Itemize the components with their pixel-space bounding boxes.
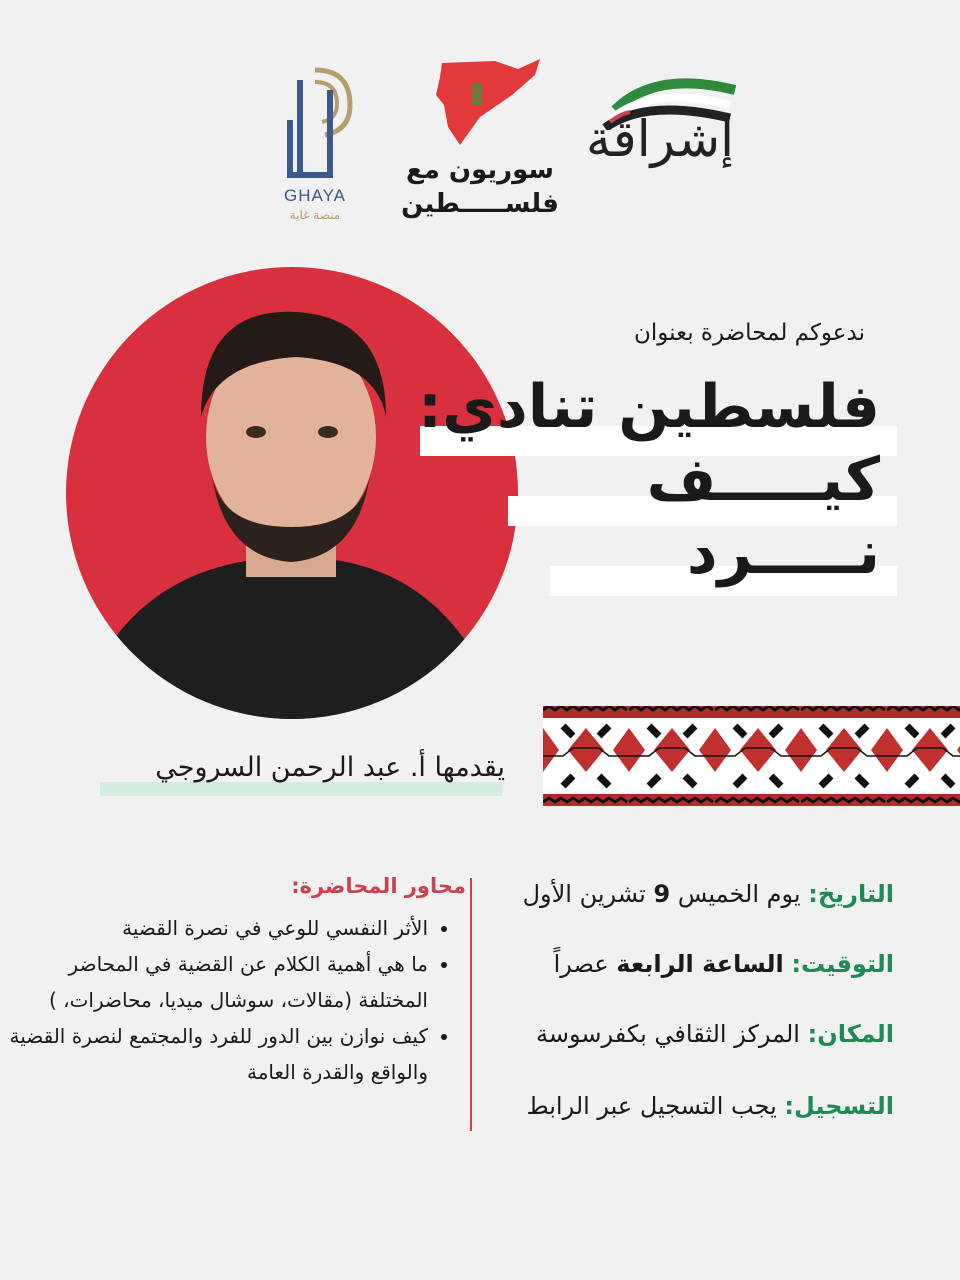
ghaya-calligraphy-icon xyxy=(270,60,365,185)
syrians-with-palestine-logo xyxy=(400,55,560,225)
topic-item: • الأثر النفسي للوعي في نصرة القضية xyxy=(0,910,428,946)
location-label: المكان: xyxy=(807,1020,894,1048)
topics-list xyxy=(0,910,450,1090)
syria-map-icon xyxy=(400,55,560,150)
location-value: المركز الثقافي بكفرسوسة xyxy=(535,1020,800,1048)
title-line-3: نـــــرد xyxy=(686,518,880,588)
date-row xyxy=(523,880,894,908)
ghaya-logo xyxy=(270,60,365,225)
time-row xyxy=(554,950,894,978)
presenter-name: يقدمها أ. عبد الرحمن السروجي xyxy=(155,752,505,783)
registration-value: يجب التسجيل عبر الرابط xyxy=(526,1092,777,1120)
date-value-pre: يوم الخميس xyxy=(670,880,801,908)
registration-label: التسجيل: xyxy=(784,1092,894,1120)
registration-row xyxy=(526,1092,894,1120)
ghaya-latin-name: GHAYA xyxy=(284,186,346,205)
ghaya-arabic-name: منصة غاية xyxy=(289,208,341,222)
logo-line-2: فلســـــطين xyxy=(401,189,559,219)
title-line-1: فلسطين تنادي: xyxy=(418,372,880,442)
time-suffix: عصراً xyxy=(553,950,617,978)
time-value: الساعة الرابعة xyxy=(616,950,784,978)
speaker-photo xyxy=(66,267,518,719)
location-row xyxy=(536,1020,894,1048)
invite-line: ندعوكم لمحاضرة بعنوان xyxy=(634,320,865,346)
date-month: تشرين الأول xyxy=(522,880,654,908)
date-day: 9 xyxy=(653,880,671,908)
tatreez-embroidery-icon xyxy=(543,706,960,806)
embroidery-pattern xyxy=(543,706,960,806)
topic-item: • كيف نوازن بين الدور للفرد والمجتمع لنصرة القضية والواقع والقدرة العامة xyxy=(0,1018,428,1090)
title-line-2: كيـــــف xyxy=(646,445,880,515)
speaker-portrait-icon xyxy=(66,267,518,719)
ishraqa-mark: إشراقة xyxy=(586,110,734,168)
time-label: التوقيت: xyxy=(791,950,894,978)
date-label: التاريخ: xyxy=(808,880,894,908)
topic-item: • ما هي أهمية الكلام عن القضية في المحاضر المختلفة (مقالات، سوشال ميديا، محاضرات، ) xyxy=(0,946,428,1018)
presenter-underline xyxy=(100,782,502,796)
ishraqa-logo xyxy=(585,70,745,200)
topics-title: محاور المحاضرة: xyxy=(291,874,466,898)
logo-line-1: سوريون مع xyxy=(405,155,554,185)
column-divider xyxy=(470,878,472,1131)
